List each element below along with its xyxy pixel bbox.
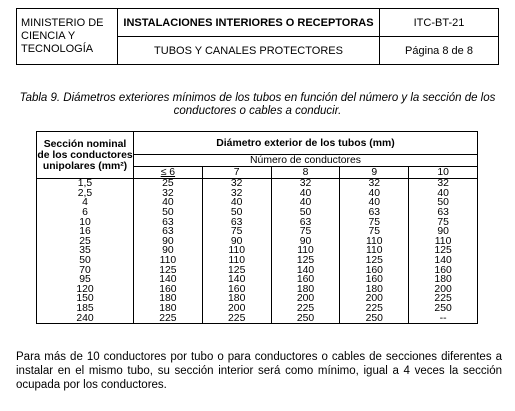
- document-code: ITC-BT-21: [380, 9, 499, 37]
- section-cell: 95: [37, 275, 134, 285]
- diameter-cell: 40: [134, 198, 203, 208]
- section-cell: 35: [37, 246, 134, 256]
- table-caption: Tabla 9. Diámetros exteriores mínimos de los tubos en función del número y la sección de los conductores o cables a conducir.: [19, 92, 496, 117]
- table-row: [37, 208, 478, 218]
- diameter-cell: 40: [340, 198, 409, 208]
- diameter-cell: 110: [271, 246, 340, 256]
- section-cell: 1,5: [37, 179, 134, 189]
- page-number: Página 8 de 8: [380, 37, 499, 65]
- diameter-cell: 160: [202, 285, 271, 295]
- table-row: [37, 246, 478, 256]
- diameter-cell: 40: [202, 198, 271, 208]
- diameter-table: [36, 131, 478, 324]
- table-row: [37, 237, 478, 247]
- diameter-cell: 225: [271, 304, 340, 314]
- diameter-cell: 90: [202, 237, 271, 247]
- document-title: INSTALACIONES INTERIORES O RECEPTORAS: [118, 9, 380, 37]
- section-cell: 70: [37, 265, 134, 275]
- table-row: [37, 227, 478, 237]
- diameter-cell: 110: [409, 237, 478, 247]
- section-header: Sección nominal de los conductores unipolares (mm²): [37, 132, 134, 179]
- diameter-cell: 90: [134, 237, 203, 247]
- diameter-cell: 75: [340, 217, 409, 227]
- diameter-cell: 200: [202, 304, 271, 314]
- diameter-cell: 225: [340, 304, 409, 314]
- diameter-cell: 180: [134, 304, 203, 314]
- section-cell: 16: [37, 227, 134, 237]
- section-cell: 240: [37, 313, 134, 323]
- diameter-cell: 250: [409, 304, 478, 314]
- diameter-cell: 63: [202, 217, 271, 227]
- diameter-cell: 63: [409, 208, 478, 218]
- diameter-cell: 25: [134, 179, 203, 189]
- section-cell: 4: [37, 198, 134, 208]
- diameter-cell: 90: [134, 246, 203, 256]
- section-cell: 185: [37, 304, 134, 314]
- diameter-cell: 160: [340, 275, 409, 285]
- diameter-cell: 63: [134, 217, 203, 227]
- diameter-cell: 125: [340, 256, 409, 266]
- diameter-cell: 250: [271, 313, 340, 323]
- diameter-cell: 40: [409, 189, 478, 199]
- diameter-cell: 32: [409, 179, 478, 189]
- diameter-cell: 180: [134, 294, 203, 304]
- diameter-cell: 50: [409, 198, 478, 208]
- section-cell: 2,5: [37, 189, 134, 199]
- table-row: [37, 265, 478, 275]
- table-row: [37, 294, 478, 304]
- diameter-cell: 160: [134, 285, 203, 295]
- column-header: 10: [409, 167, 478, 179]
- diameter-cell: 180: [202, 294, 271, 304]
- diameter-cell: 110: [340, 246, 409, 256]
- diameter-cell: 180: [271, 285, 340, 295]
- section-cell: 150: [37, 294, 134, 304]
- section-cell: 120: [37, 285, 134, 295]
- diameter-cell: 63: [271, 217, 340, 227]
- diameter-cell: 32: [271, 179, 340, 189]
- diameter-cell: 180: [409, 275, 478, 285]
- table-row: [37, 189, 478, 199]
- diameter-cell: 90: [271, 237, 340, 247]
- diameter-cell: 140: [409, 256, 478, 266]
- diameter-cell: 110: [134, 256, 203, 266]
- table-body: [37, 179, 478, 324]
- diameter-cell: 50: [202, 208, 271, 218]
- diameter-cell: 75: [340, 227, 409, 237]
- table-row: [37, 256, 478, 266]
- table-row: [37, 304, 478, 314]
- section-cell: 50: [37, 256, 134, 266]
- diameter-cell: 50: [134, 208, 203, 218]
- table-row: [37, 313, 478, 323]
- diameter-cell: 160: [271, 275, 340, 285]
- diameter-cell: 110: [340, 237, 409, 247]
- diameter-cell: --: [409, 313, 478, 323]
- footnote: Para más de 10 conductores por tubo o para conductores o cables de secciones diferentes a instalar en el mismo tubo, su sección interior será como mínimo, igual a 4 veces la sección ocupada por los conductores.: [16, 351, 502, 391]
- diameter-cell: 75: [271, 227, 340, 237]
- document-header: [16, 8, 499, 65]
- column-header: 9: [340, 167, 409, 179]
- diameter-cell: 200: [409, 285, 478, 295]
- diameter-cell: 250: [340, 313, 409, 323]
- diameter-cell: 225: [134, 313, 203, 323]
- diameter-cell: 50: [271, 208, 340, 218]
- diameter-cell: 225: [202, 313, 271, 323]
- diameter-cell: 63: [134, 227, 203, 237]
- table-row: [37, 198, 478, 208]
- diameter-cell: 140: [271, 265, 340, 275]
- table-row: [37, 285, 478, 295]
- diameter-cell: 75: [202, 227, 271, 237]
- diameter-header: Diámetro exterior de los tubos (mm): [134, 132, 478, 155]
- diameter-cell: 225: [409, 294, 478, 304]
- diameter-cell: 40: [271, 198, 340, 208]
- section-cell: 25: [37, 237, 134, 247]
- number-header: Número de conductores: [134, 155, 478, 167]
- diameter-cell: 32: [340, 179, 409, 189]
- diameter-cell: 63: [340, 208, 409, 218]
- diameter-cell: 75: [409, 217, 478, 227]
- diameter-cell: 125: [409, 246, 478, 256]
- column-header: 8: [271, 167, 340, 179]
- diameter-cell: 110: [202, 256, 271, 266]
- ministry-name: MINISTERIO DE CIENCIA Y TECNOLOGÍA: [17, 9, 118, 65]
- section-cell: 10: [37, 217, 134, 227]
- diameter-cell: 32: [202, 189, 271, 199]
- table-row: [37, 275, 478, 285]
- diameter-cell: 140: [134, 275, 203, 285]
- diameter-cell: 125: [271, 256, 340, 266]
- column-header: ≤ 6: [134, 167, 203, 179]
- diameter-cell: 90: [409, 227, 478, 237]
- table-row: [37, 217, 478, 227]
- document-subtitle: TUBOS Y CANALES PROTECTORES: [118, 37, 380, 65]
- diameter-cell: 110: [202, 246, 271, 256]
- diameter-cell: 140: [202, 275, 271, 285]
- diameter-cell: 125: [134, 265, 203, 275]
- diameter-cell: 40: [340, 189, 409, 199]
- column-header: 7: [202, 167, 271, 179]
- diameter-cell: 32: [134, 189, 203, 199]
- diameter-cell: 125: [202, 265, 271, 275]
- diameter-cell: 180: [340, 285, 409, 295]
- diameter-cell: 32: [202, 179, 271, 189]
- diameter-cell: 200: [340, 294, 409, 304]
- diameter-cell: 40: [271, 189, 340, 199]
- section-cell: 6: [37, 208, 134, 218]
- table-row: [37, 179, 478, 189]
- diameter-cell: 160: [340, 265, 409, 275]
- diameter-cell: 160: [409, 265, 478, 275]
- diameter-cell: 200: [271, 294, 340, 304]
